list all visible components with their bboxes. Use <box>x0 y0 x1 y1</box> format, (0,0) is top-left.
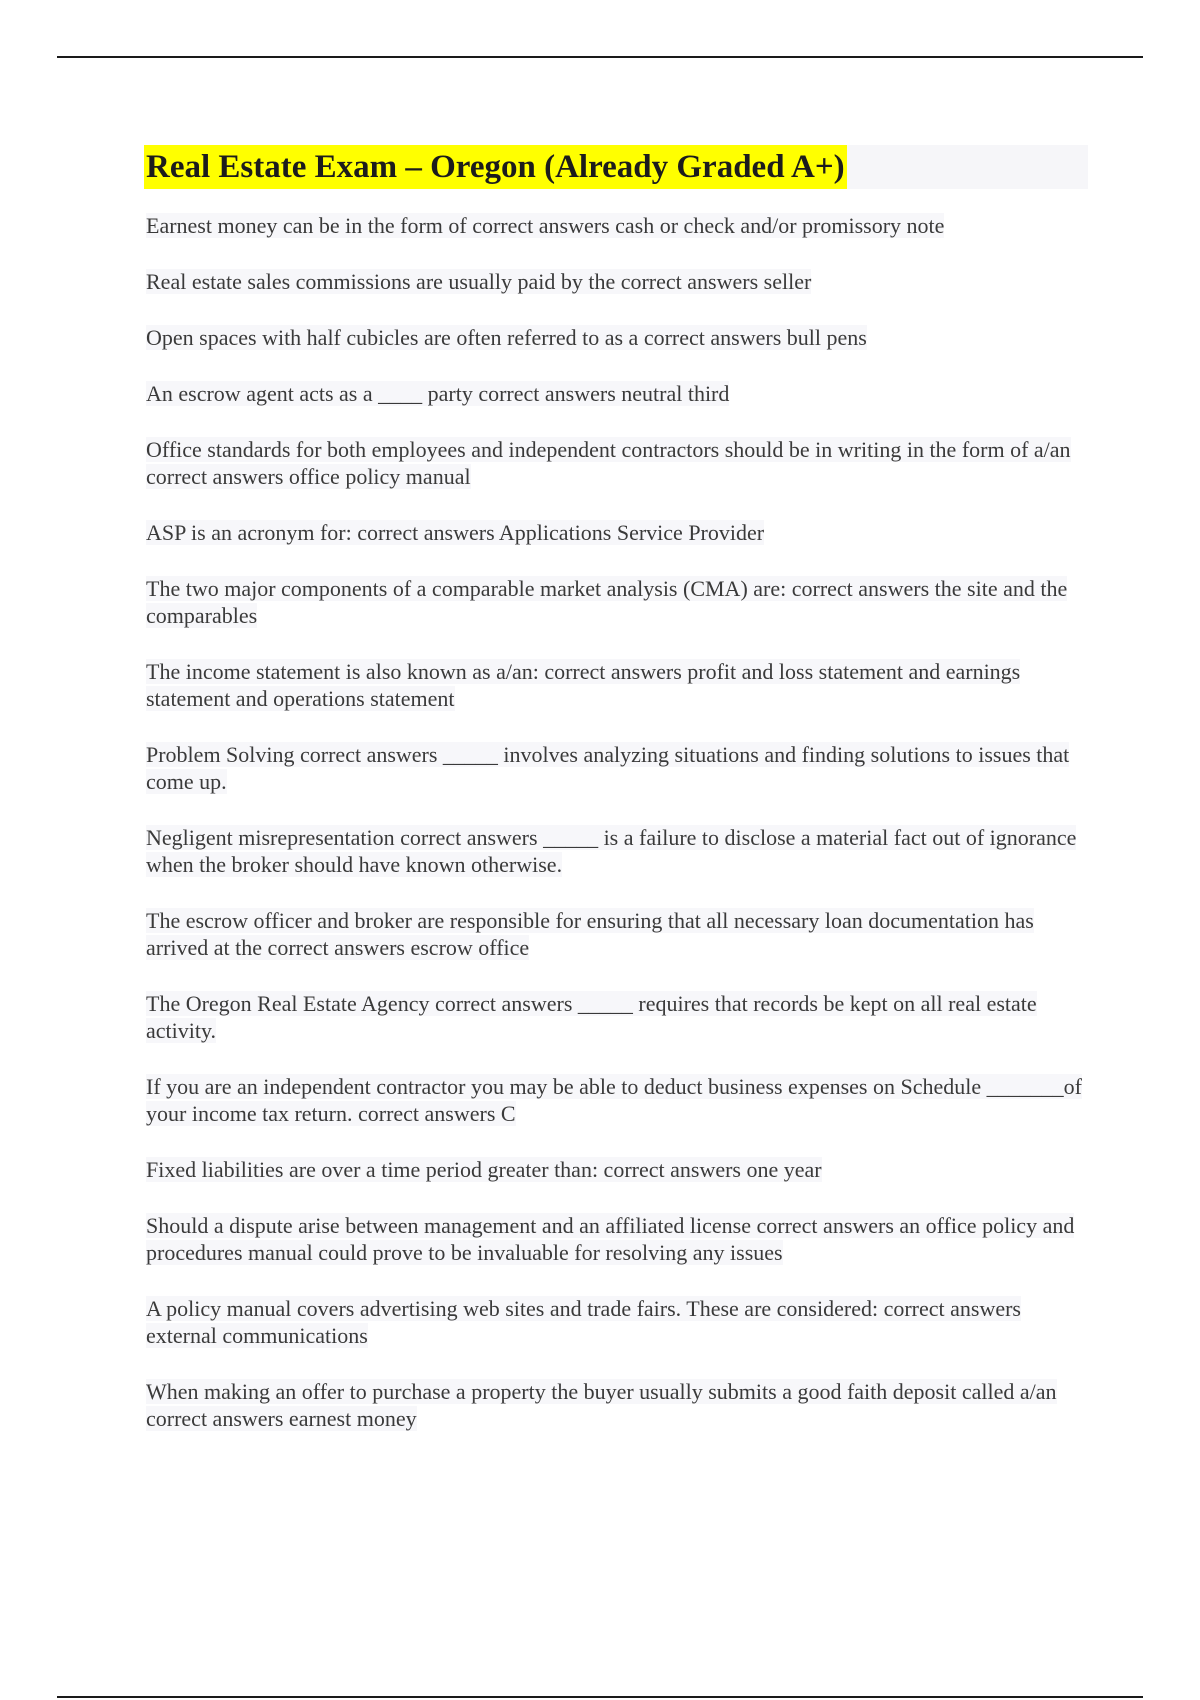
qa-item-8: The income statement is also known as a/an: correct answers profit and loss statement and earnings statement and operations statement <box>146 659 1021 711</box>
qa-item-4: An escrow agent acts as a ____ party correct answers neutral third <box>146 381 730 406</box>
question-answer-list <box>146 212 1096 1461</box>
qa-item-13: If you are an independent contractor you may be able to deduct business expenses on Schedule _______of your income tax return. correct answers C <box>146 1074 1082 1126</box>
qa-item-9: Problem Solving correct answers _____ involves analyzing situations and finding solutions to issues that come up. <box>146 742 1070 794</box>
qa-item-5: Office standards for both employees and independent contractors should be in writing in the form of a/an correct answers office policy manual <box>146 437 1071 489</box>
qa-item-11: The escrow officer and broker are responsible for ensuring that all necessary loan documentation has arrived at the correct answers escrow office <box>146 908 1034 960</box>
qa-item-7: The two major components of a comparable market analysis (CMA) are: correct answers the site and the comparables <box>146 576 1068 628</box>
qa-item-14: Fixed liabilities are over a time period greater than: correct answers one year <box>146 1157 822 1182</box>
qa-item-1: Earnest money can be in the form of correct answers cash or check and/or promissory note <box>146 213 945 238</box>
footer-rule <box>57 1696 1143 1698</box>
qa-item-16: A policy manual covers advertising web sites and trade fairs. These are considered: correct answers external communications <box>146 1296 1021 1348</box>
qa-item-10: Negligent misrepresentation correct answers _____ is a failure to disclose a material fact out of ignorance when the broker should have known otherwise. <box>146 825 1077 877</box>
document-title: Real Estate Exam – Oregon (Already Graded A+) <box>144 145 847 189</box>
qa-item-17: When making an offer to purchase a property the buyer usually submits a good faith deposit called a/an correct answers earnest money <box>146 1379 1057 1431</box>
qa-item-15: Should a dispute arise between management and an affiliated license correct answers an office policy and procedures manual could prove to be invaluable for resolving any issues <box>146 1213 1075 1265</box>
header-rule <box>57 56 1143 58</box>
title-row <box>144 145 1088 189</box>
qa-item-2: Real estate sales commissions are usually paid by the correct answers seller <box>146 269 812 294</box>
qa-item-12: The Oregon Real Estate Agency correct answers _____ requires that records be kept on all real estate activity. <box>146 991 1037 1043</box>
qa-item-3: Open spaces with half cubicles are often referred to as a correct answers bull pens <box>146 325 867 350</box>
qa-item-6: ASP is an acronym for: correct answers Applications Service Provider <box>146 520 765 545</box>
